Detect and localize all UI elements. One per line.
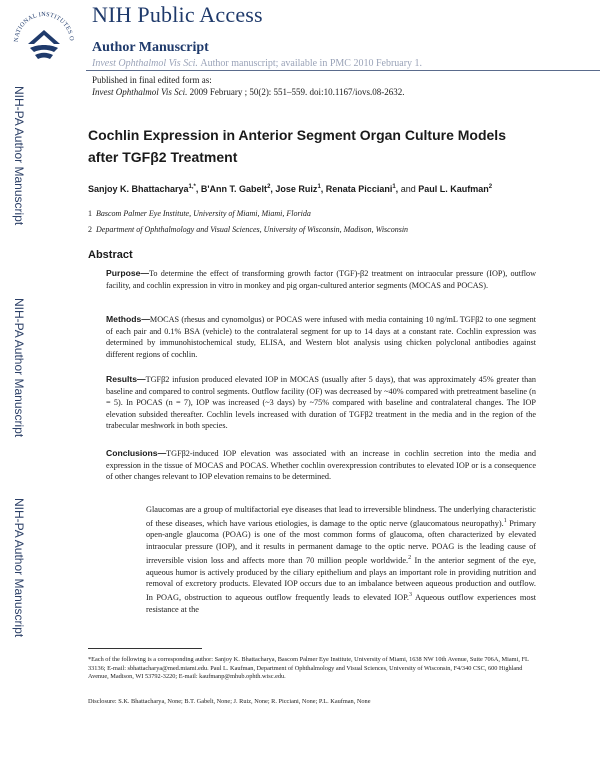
methods-label: Methods— <box>106 314 150 324</box>
footnote-divider <box>88 648 202 649</box>
body-text: Aqueous outflow experiences most resistance at the <box>146 592 537 614</box>
article-title: Cochlin Expression in Anterior Segment Organ Culture Models after TGFβ2 Treatment <box>88 127 506 165</box>
author-affiliation-sup: 1 <box>317 184 321 190</box>
abstract-methods <box>106 314 536 360</box>
hhs-eagle-icon <box>28 30 60 59</box>
affiliation-number: 2 <box>88 225 92 234</box>
body-text: In the anterior segment of the eye, aqueous humor is actively produced by the ciliary epithelium and plays an important role in providing nutrition and removal of excretory products. Elevated IOP occurs due to an imbalance between aqueous production and outflow. In POAG, obstruction to aqueous outflow frequently leads to elevated IOP. <box>146 555 536 602</box>
logo-arc-text: NATIONAL INSTITUTES O <box>12 10 76 43</box>
author-affiliation-sup: 1,* <box>188 184 196 190</box>
abstract-results <box>106 374 536 432</box>
affiliation-text: Bascom Palmer Eye Institute, University of Miami, Miami, Florida <box>96 209 311 218</box>
author-name: Jose Ruiz <box>275 184 318 194</box>
header-divider <box>86 70 600 71</box>
reference-link[interactable]: 3 <box>408 592 412 599</box>
author-conjunction: and <box>400 184 416 194</box>
author-list: Sanjoy K. Bhattacharya$^{1,*}$, B'Ann T. Gabelt$^2$, Jose Ruiz$^1$, Renata Picciani$^1$, and Paul L. Kaufman$^2$ <box>88 184 493 194</box>
affiliation <box>88 209 311 218</box>
author-name: Paul L. Kaufman <box>418 184 489 194</box>
body-text: Glaucomas are a group of multifactorial eye diseases that lead to irreversible blindness. The underlying characteristic of these diseases, which have various etiologies, is damage to the optic nerve (glaucomatous neuropathy). <box>146 505 536 528</box>
citation-line <box>92 87 404 97</box>
journal-availability-line <box>92 58 422 69</box>
reference-link[interactable]: 2 <box>408 554 412 561</box>
citation-details: 2009 February ; 50(2): 551–559. doi:10.1167/iovs.08-2632. <box>189 87 405 97</box>
body-text: Primary open-angle glaucoma (POAG) is one of the most common forms of glaucoma, often characterized by elevated intraocular pressure (IOP), and it results in permanent damage to the optic nerve. POAG is the leading cause of irreversible vision loss and affects more than 70 million people worldwide. <box>146 518 536 565</box>
citation-journal: Invest Ophthalmol Vis Sci. <box>92 87 188 97</box>
results-text: TGFβ2 infusion produced elevated IOP in MOCAS (usually after 5 days), that was approximately 45% greater than baseline and compared to control segments. Outflow facility (OF) was decreased by ~40% compared with pretreatment baseline (n = 5). In POCAS (n = 7), IOP was increased (~3 days) by ~75% compared with baseline and contralateral changes. The IOP elevation subsided thereafter. Cochlin levels increased with duration of TGFβ2 treatment in the media and in the region of the trabecular meshwork in both species. <box>106 375 536 431</box>
journal-name: Invest Ophthalmol Vis Sci. <box>92 58 198 69</box>
author-affiliation-sup: 1 <box>392 184 396 190</box>
published-line: Published in final edited form as: <box>92 75 212 85</box>
side-banner: NIH-PA Author Manuscript <box>12 298 26 438</box>
affiliation-text: Department of Ophthalmology and Visual Sciences, University of Wisconsin, Madison, Wisconsin <box>96 225 409 234</box>
side-banner: NIH-PA Author Manuscript <box>12 86 26 226</box>
reference-link[interactable]: 1 <box>503 517 507 524</box>
author-name: Renata Picciani <box>325 184 393 194</box>
results-label: Results— <box>106 374 146 384</box>
affiliation <box>88 225 408 234</box>
conclusions-label: Conclusions— <box>106 448 167 458</box>
affiliation-number: 1 <box>88 209 92 218</box>
purpose-label: Purpose— <box>106 268 149 278</box>
methods-text: MOCAS (rhesus and cynomolgus) or POCAS were infused with media containing 10 ng/mL TGFβ2 to one segment of each pair and 0.1% BSA (vehicle) to the contralateral segment for up to 14 days at a constant rate. Cochlin expression was determined by immunohistochemical study, ELISA, and Western blot analysis using chicken polyclonal antibodies against different regions of cochlin. <box>106 315 536 359</box>
author-name: B'Ann T. Gabelt <box>200 184 268 194</box>
introduction-paragraph <box>146 504 536 615</box>
nih-public-access-title: NIH Public Access <box>92 2 263 27</box>
purpose-text: To determine the effect of transforming growth factor (TGF)-β2 treatment on intraocular pressure (IOP), outflow facility, and cochlin expression in vitro in monkey and pig organ-cultured anterior segments (MOCAS and POCAS). <box>106 269 536 290</box>
abstract-heading: Abstract <box>88 249 133 261</box>
availability-text: Author manuscript; available in PMC 2010 February 1. <box>200 58 423 69</box>
conclusions-text: TGFβ2-induced IOP elevation was associated with an increase in cochlin secretion into the media and expression in the tissue of MOCAS and POCAS. Whether cochlin overexpression contributes to elevated IOP or is a consequence of other changes relevant to IOP elevation remains to be determined. <box>106 449 536 482</box>
author-name: Sanjoy K. Bhattacharya <box>88 184 189 194</box>
author-manuscript-subtitle: Author Manuscript <box>92 40 209 55</box>
disclosure-note: Disclosure: S.K. Bhattacharya, None; B.T. Gabelt, None; J. Ruiz, None; R. Picciani, None; P.L. Kaufman, None <box>88 698 371 705</box>
nih-logo <box>4 4 84 74</box>
abstract-purpose <box>106 268 536 291</box>
author-affiliation-sup: 2 <box>488 184 493 190</box>
side-banner: NIH-PA Author Manuscript <box>12 498 26 638</box>
author-affiliation-sup: 2 <box>267 184 271 190</box>
abstract-conclusions <box>106 448 536 483</box>
corresponding-author-footnote: *Each of the following is a corresponding author: Sanjoy K. Bhattacharya, Bascom Palmer Eye Institute, University of Miami, 1638 NW 10th Avenue, Suite 706A, Miami, FL 33136; E-mail: sbhattacharya@med.miami.edu. Paul L. Kaufman, Department of Ophthalmology and Visual Sciences, University of Wisconsin, F4/340 CSC, 600 Highland Avenue, Madison, WI 53792-3220; E-mail: kaufmanp@mhub.ophth.wisc.edu. <box>88 656 529 681</box>
